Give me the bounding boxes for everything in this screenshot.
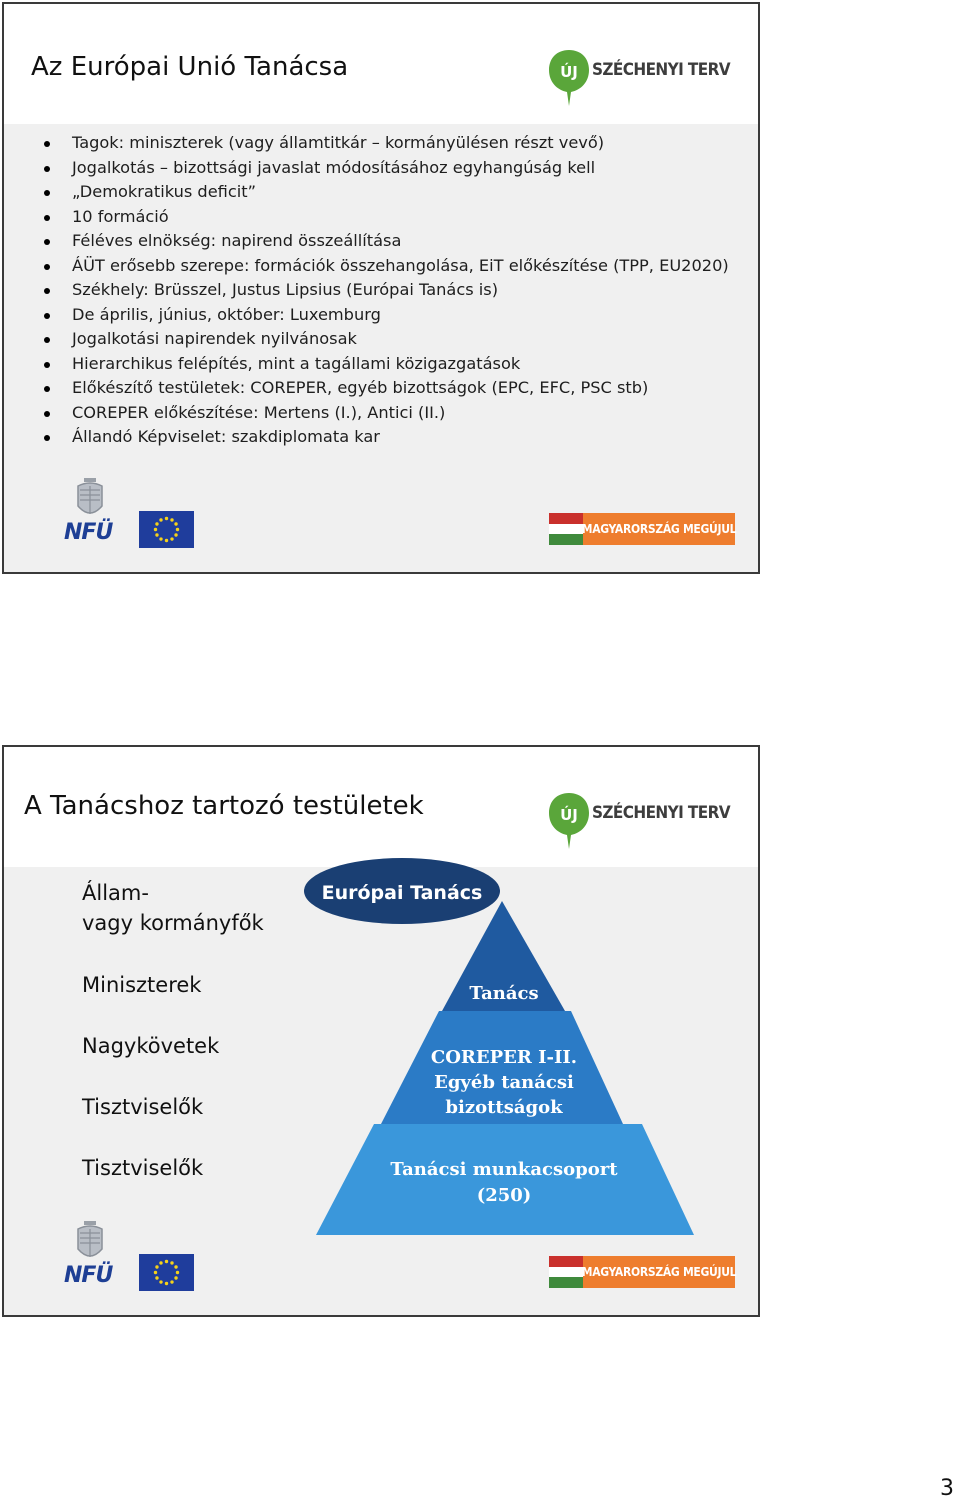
szechenyi-leaf-icon: [547, 48, 591, 108]
eu-star-icon: [170, 1261, 173, 1264]
bullet-dot-icon: [44, 362, 50, 368]
slide-1: [2, 2, 760, 574]
eu-star-icon: [155, 533, 158, 536]
tier-label-count: (250): [476, 1185, 532, 1206]
slide-title: A Tanácshoz tartozó testületek: [24, 791, 424, 821]
eu-star-icon: [154, 1271, 157, 1274]
bullet-item: [40, 303, 740, 328]
bullet-dot-icon: [44, 337, 50, 343]
page-number: 3: [940, 1476, 954, 1501]
european-council-label: Európai Tanács: [321, 882, 483, 904]
bullet-dot-icon: [44, 411, 50, 417]
eu-star-icon: [154, 528, 157, 531]
magyarorszag-megujul-badge: [549, 513, 735, 545]
eu-star-icon: [165, 539, 168, 542]
bullet-text: De április, június, október: Luxemburg: [72, 304, 381, 324]
szechenyi-terv-logo: [547, 791, 742, 851]
eu-star-icon: [174, 522, 177, 525]
bullet-text: Tagok: miniszterek (vagy államtitkár – kormányülésen részt vevő): [72, 133, 605, 152]
eu-star-icon: [159, 537, 162, 540]
hungarian-flag-icon: [549, 1256, 583, 1288]
level-label-heads: Állam- vagy kormányfők: [82, 881, 264, 935]
bullet-text: COREPER előkészítése: Mertens (I.), Antici (II.): [72, 402, 446, 422]
bullet-text: Féléves elnökség: napirend összeállítása: [72, 231, 402, 250]
slide-title: Az Európai Unió Tanácsa: [31, 52, 349, 82]
eu-star-icon: [159, 518, 162, 521]
bullet-item: [40, 278, 740, 303]
bullet-item: [40, 425, 740, 450]
bullet-item: [40, 131, 740, 156]
bullet-dot-icon: [44, 386, 50, 392]
tier-label-committees: Egyéb tanácsi: [434, 1072, 574, 1093]
bullet-item: [40, 352, 740, 377]
eu-flag-icon: [139, 511, 194, 548]
level-label-officials: Tisztviselők: [82, 1095, 204, 1119]
bullet-text: ÁÜT erősebb szerepe: formációk összehangolása, EiT előkészítése (TPP, EU2020): [72, 255, 729, 275]
badge-text: MAGYARORSZÁG MEGÚJUL: [581, 1265, 737, 1279]
tier-label-coreper: COREPER I-II.: [430, 1047, 578, 1068]
bullet-dot-icon: [44, 141, 50, 147]
bullet-item: [40, 229, 740, 254]
nfu-text: NFÜ: [64, 1263, 113, 1288]
eu-star-icon: [159, 1261, 162, 1264]
bullet-list: [40, 131, 740, 450]
szechenyi-leaf-icon: [547, 791, 591, 851]
bullet-text: Jogalkotási napirendek nyilvánosak: [72, 329, 357, 348]
eu-star-icon: [170, 518, 173, 521]
bullet-item: [40, 205, 740, 230]
hungarian-flag-icon: [549, 513, 583, 545]
svg-text:ÚJ: ÚJ: [560, 63, 578, 81]
eu-star-icon: [165, 1282, 168, 1285]
bullet-dot-icon: [44, 435, 50, 441]
tier-label-working-groups: Tanácsi munkacsoport: [390, 1159, 618, 1180]
bullet-dot-icon: [44, 264, 50, 270]
badge-text: MAGYARORSZÁG MEGÚJUL: [581, 522, 737, 536]
bullet-item: [40, 376, 740, 401]
svg-text:ÚJ: ÚJ: [560, 806, 578, 824]
bullet-item: [40, 254, 740, 279]
hungarian-crest-icon: [62, 1219, 118, 1265]
bullet-text: „Demokratikus deficit”: [72, 182, 256, 201]
slide-2: [2, 745, 760, 1317]
nfu-text: NFÜ: [64, 520, 113, 545]
level-label-ministers: Miniszterek: [82, 973, 202, 997]
tier-label-committees-2: bizottságok: [445, 1097, 563, 1118]
eu-star-icon: [155, 1265, 158, 1268]
bullet-dot-icon: [44, 239, 50, 245]
szechenyi-terv-text: SZÉCHENYI TERV: [592, 60, 731, 80]
bullet-dot-icon: [44, 215, 50, 221]
eu-star-icon: [174, 533, 177, 536]
eu-flag-icon: [139, 1254, 194, 1291]
eu-star-icon: [176, 528, 179, 531]
magyarorszag-megujul-badge: [549, 1256, 735, 1288]
eu-star-icon: [174, 1265, 177, 1268]
hungarian-crest-icon: [62, 476, 118, 522]
bullet-dot-icon: [44, 166, 50, 172]
council-pyramid: [299, 857, 699, 1257]
bullet-item: [40, 180, 740, 205]
szechenyi-terv-logo: [547, 48, 742, 108]
bullet-text: Jogalkotás – bizottsági javaslat módosításához egyhangúság kell: [72, 157, 596, 177]
bullet-dot-icon: [44, 190, 50, 196]
nfu-logo: [62, 1219, 118, 1294]
eu-star-icon: [170, 537, 173, 540]
bullet-dot-icon: [44, 288, 50, 294]
eu-star-icon: [155, 1276, 158, 1279]
eu-star-icon: [176, 1271, 179, 1274]
bullet-text: 10 formáció: [72, 206, 169, 226]
szechenyi-terv-text: SZÉCHENYI TERV: [592, 803, 731, 823]
eu-star-icon: [165, 517, 168, 520]
level-label-officials-2: Tisztviselők: [82, 1156, 204, 1180]
bullet-text: Állandó Képviselet: szakdiplomata kar: [72, 427, 380, 446]
bullet-dot-icon: [44, 313, 50, 319]
bullet-item: [40, 327, 740, 352]
eu-star-icon: [165, 1260, 168, 1263]
tier-label-council: Tanács: [469, 983, 539, 1004]
eu-star-icon: [159, 1280, 162, 1283]
bullet-text: Előkészítő testületek: COREPER, egyéb bizottságok (EPC, EFC, PSC stb): [72, 378, 649, 397]
bullet-item: [40, 156, 740, 181]
nfu-logo: [62, 476, 118, 551]
eu-star-icon: [170, 1280, 173, 1283]
bullet-text: Hierarchikus felépítés, mint a tagállami közigazgatások: [72, 353, 521, 373]
eu-star-icon: [174, 1276, 177, 1279]
bullet-item: [40, 401, 740, 426]
level-label-ambassadors: Nagykövetek: [82, 1034, 220, 1058]
eu-star-icon: [155, 522, 158, 525]
bullet-text: Székhely: Brüsszel, Justus Lipsius (Európai Tanács is): [72, 280, 499, 299]
